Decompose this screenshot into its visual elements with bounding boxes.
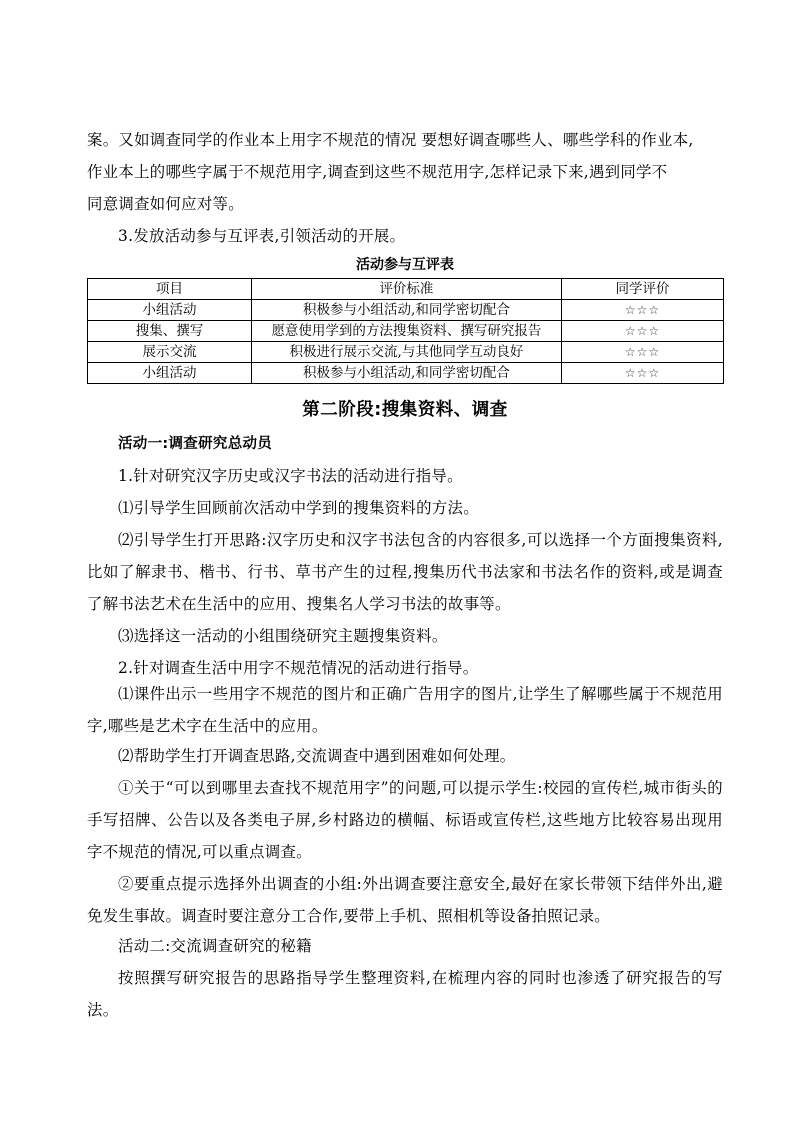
- intro-line-1: 案。又如调查同学的作业本上用字不规范的情况 要想好调查哪些人、哪些学科的作业本,: [87, 131, 694, 149]
- table-cell: 小组活动: [88, 363, 252, 384]
- table-cell: 积极参与小组活动,和同学密切配合: [251, 363, 561, 384]
- table-row: [88, 321, 724, 342]
- star-rating: ☆☆☆: [561, 342, 723, 363]
- star-rating: ☆☆☆: [561, 363, 723, 384]
- star-rating: ☆☆☆: [561, 300, 723, 321]
- table-cell: 积极参与小组活动,和同学密切配合: [251, 300, 561, 321]
- table-header-row: [88, 279, 724, 300]
- evaluation-table: [87, 278, 724, 384]
- header-peer-rating: 同学评价: [561, 279, 723, 300]
- paragraph: ⑴课件出示一些用字不规范的图片和正确广告用字的图片,让学生了解哪些属于不规范用字,哪些是艺术字在生活中的应用。: [87, 685, 723, 735]
- paragraph: 按照撰写研究报告的思路指导学生整理资料,在梳理内容的同时也渗透了研究报告的写法。: [87, 969, 723, 1019]
- table-cell: 愿意使用学到的方法搜集资料、撰写研究报告: [251, 321, 561, 342]
- table-title: 活动参与互评表: [356, 257, 454, 273]
- header-criteria: 评价标准: [251, 279, 561, 300]
- header-item: 项目: [88, 279, 252, 300]
- paragraph: ②要重点提示选择外出调查的小组:外出调查要注意安全,最好在家长带领下结伴外出,避免发生事故。调查时要注意分工合作,要带上手机、照相机等设备拍照记录。: [87, 875, 723, 925]
- item-3: 3.发放活动参与互评表,引领活动的开展。: [118, 227, 406, 245]
- table-cell: 小组活动: [88, 300, 252, 321]
- table-row: [88, 363, 724, 384]
- table-row: [88, 342, 724, 363]
- paragraph: 2.针对调查生活中用字不规范情况的活动进行指导。: [118, 659, 479, 677]
- activity-2-title: 活动二:交流调查研究的秘籍: [118, 937, 312, 955]
- star-rating: ☆☆☆: [561, 321, 723, 342]
- paragraph: 1.针对研究汉字历史或汉字书法的活动进行指导。: [118, 467, 463, 485]
- table-cell: 搜集、撰写: [88, 321, 252, 342]
- paragraph: ⑶选择这一活动的小组围绕研究主题搜集资料。: [118, 627, 448, 645]
- intro-line-2: 作业本上的哪些字属于不规范用字,调查到这些不规范用字,怎样记录下来,遇到同学不: [87, 163, 668, 181]
- paragraph: ⑵引导学生打开思路:汉字历史和汉字书法包含的内容很多,可以选择一个方面搜集资料,比如了解隶书、楷书、行书、草书产生的过程,搜集历代书法家和书法名作的资料,或是调查了解书法艺术在生活中的应用、搜集名人学习书法的故事等。: [87, 531, 723, 613]
- intro-line-3: 同意调查如何应对等。: [87, 195, 244, 213]
- table-row: [88, 300, 724, 321]
- activity-1-title: 活动一:调查研究总动员: [118, 436, 273, 452]
- paragraph: ⑴引导学生回顾前次活动中学到的搜集资料的方法。: [118, 499, 479, 517]
- paragraph: ①关于“可以到哪里去查找不规范用字”的问题,可以提示学生:校园的宣传栏,城市街头的手写招牌、公告以及各类电子屏,乡村路边的横幅、标语或宣传栏,这些地方比较容易出现用字不规范的情况,可以重点调查。: [87, 779, 723, 861]
- table-cell: 展示交流: [88, 342, 252, 363]
- paragraph: ⑵帮助学生打开调查思路,交流调查中遇到困难如何处理。: [118, 747, 516, 765]
- table-cell: 积极进行展示交流,与其他同学互动良好: [251, 342, 561, 363]
- stage-heading: 第二阶段:搜集资料、调查: [302, 400, 508, 420]
